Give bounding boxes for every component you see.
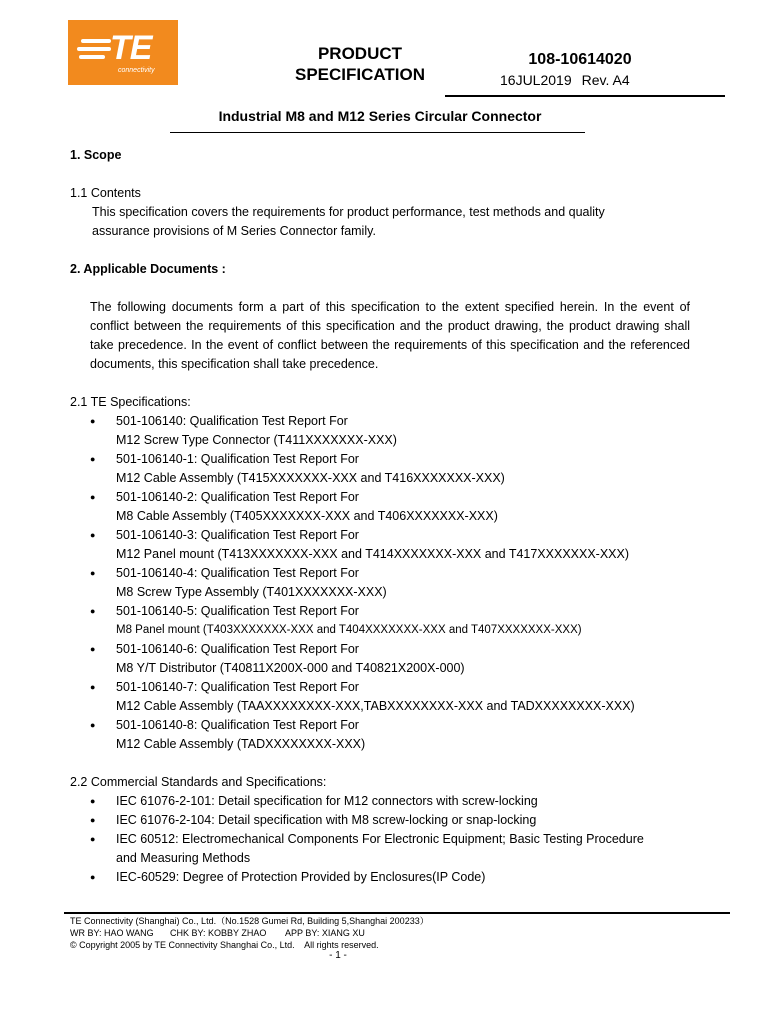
footer bbox=[70, 915, 429, 951]
footer-chk-by: CHK BY: KOBBY ZHAO bbox=[170, 928, 267, 938]
doc-revision: Rev. A4 bbox=[581, 72, 630, 88]
header-rule bbox=[445, 95, 725, 97]
logo-mark: TE bbox=[110, 29, 152, 67]
commercial-heading: 2.2 Commercial Standards and Specifications: bbox=[70, 775, 327, 789]
doc-type-line2: SPECIFICATION bbox=[294, 65, 426, 84]
list-item-detail: M12 Cable Assembly (TADXXXXXXXX-XXX) bbox=[116, 737, 366, 751]
footer-company: TE Connectivity (Shanghai) Co., Ltd.（No.1528 Gumei Rd, Building 5,Shanghai 200233） bbox=[70, 916, 429, 926]
doc-date: 16JUL2019 bbox=[500, 72, 572, 88]
doc-title: Industrial M8 and M12 Series Circular Connector bbox=[218, 108, 542, 124]
list-item bbox=[70, 868, 690, 887]
footer-signoffs bbox=[70, 927, 429, 939]
list-item-detail: M12 Cable Assembly (TAAXXXXXXXX-XXX,TABXXXXXXXX-XXX and TADXXXXXXXX-XXX) bbox=[116, 699, 635, 713]
te-specs-list bbox=[70, 412, 690, 754]
list-item bbox=[70, 811, 690, 830]
te-logo bbox=[68, 20, 178, 85]
contents-heading: 1.1 Contents bbox=[70, 186, 141, 200]
doc-type bbox=[270, 43, 450, 85]
list-item-title: ● 501-106140-1: Qualification Test Report For bbox=[116, 452, 359, 466]
list-item-detail: M12 Panel mount (T413XXXXXXX-XXX and T414XXXXXXX-XXX and T417XXXXXXX-XXX) bbox=[116, 547, 630, 561]
list-item-title: ● 501-106140-7: Qualification Test Report For bbox=[116, 680, 359, 694]
list-item-title: ● IEC 61076-2-101: Detail specification for M12 connectors with screw-locking bbox=[116, 794, 538, 808]
logo-stripes-icon bbox=[77, 39, 111, 63]
contents-line2: assurance provisions of M Series Connector family. bbox=[92, 224, 376, 238]
te-specs-heading: 2.1 TE Specifications: bbox=[70, 395, 191, 409]
list-item-detail: M8 Y/T Distributor (T40811X200X-000 and T40821X200X-000) bbox=[116, 661, 465, 675]
list-item-detail: M12 Screw Type Connector (T411XXXXXXX-XXX) bbox=[116, 433, 397, 447]
list-item bbox=[70, 526, 690, 564]
page-number: - 1 - bbox=[329, 950, 347, 961]
list-item bbox=[70, 792, 690, 811]
doc-date-revision bbox=[500, 72, 630, 88]
contents-line1: This specification covers the requirements for product performance, test methods and quality bbox=[92, 205, 605, 219]
list-item-detail: and Measuring Methods bbox=[116, 851, 251, 865]
list-item bbox=[70, 602, 690, 640]
list-item bbox=[70, 564, 690, 602]
list-item-detail: M8 Screw Type Assembly (T401XXXXXXX-XXX) bbox=[116, 585, 387, 599]
commercial-list bbox=[70, 792, 690, 887]
doc-number: 108-10614020 bbox=[528, 51, 632, 68]
list-item-title: ● 501-106140-2: Qualification Test Report For bbox=[116, 490, 359, 504]
footer-copyright: © Copyright 2005 by TE Connectivity Shanghai Co., Ltd. All rights reserved. bbox=[70, 940, 379, 950]
list-item bbox=[70, 830, 690, 868]
doc-type-line1: PRODUCT bbox=[317, 44, 403, 63]
list-item bbox=[70, 488, 690, 526]
list-item-title: ● 501-106140-8: Qualification Test Report For bbox=[116, 718, 359, 732]
list-item-detail: M8 Cable Assembly (T405XXXXXXX-XXX and T406XXXXXXX-XXX) bbox=[116, 509, 498, 523]
applicable-heading: 2. Applicable Documents : bbox=[70, 262, 226, 276]
footer-rule bbox=[64, 912, 730, 914]
list-item-title: ● 501-106140: Qualification Test Report For bbox=[116, 414, 348, 428]
logo-tagline: connectivity bbox=[118, 67, 155, 74]
list-item bbox=[70, 412, 690, 450]
list-item-title: ● IEC 60512: Electromechanical Components For Electronic Equipment; Basic Testing Procedure bbox=[116, 832, 644, 846]
list-item-title: ● IEC 61076-2-104: Detail specification with M8 screw-locking or snap-locking bbox=[116, 813, 537, 827]
scope-heading: 1. Scope bbox=[70, 148, 122, 162]
list-item-title: ● 501-106140-5: Qualification Test Report For bbox=[116, 604, 359, 618]
list-item bbox=[70, 716, 690, 754]
list-item-title: ● 501-106140-4: Qualification Test Report For bbox=[116, 566, 359, 580]
list-item-detail: M12 Cable Assembly (T415XXXXXXX-XXX and T416XXXXXXX-XXX) bbox=[116, 471, 505, 485]
title-rule bbox=[170, 132, 585, 133]
list-item bbox=[70, 640, 690, 678]
list-item bbox=[70, 678, 690, 716]
list-item-title: ● 501-106140-3: Qualification Test Report For bbox=[116, 528, 359, 542]
footer-wr-by: WR BY: HAO WANG bbox=[70, 928, 154, 938]
list-item-title: ● 501-106140-6: Qualification Test Report For bbox=[116, 642, 359, 656]
list-item bbox=[70, 450, 690, 488]
applicable-paragraph: The following documents form a part of this specification to the extent specified herein. In the event of conflict between the requirements of this specification and the product drawing, the product drawing shall take precedence. In the event of conflict between the requirements of this specification and the referenced documents, this specification shall take precedence. bbox=[90, 300, 690, 371]
list-item-detail: M8 Panel mount (T403XXXXXXX-XXX and T404XXXXXXX-XXX and T407XXXXXXX-XXX) bbox=[116, 624, 582, 636]
list-item-title: ● IEC-60529: Degree of Protection Provided by Enclosures(IP Code) bbox=[116, 870, 486, 884]
document-body bbox=[70, 146, 690, 887]
footer-app-by: APP BY: XIANG XU bbox=[285, 928, 365, 938]
